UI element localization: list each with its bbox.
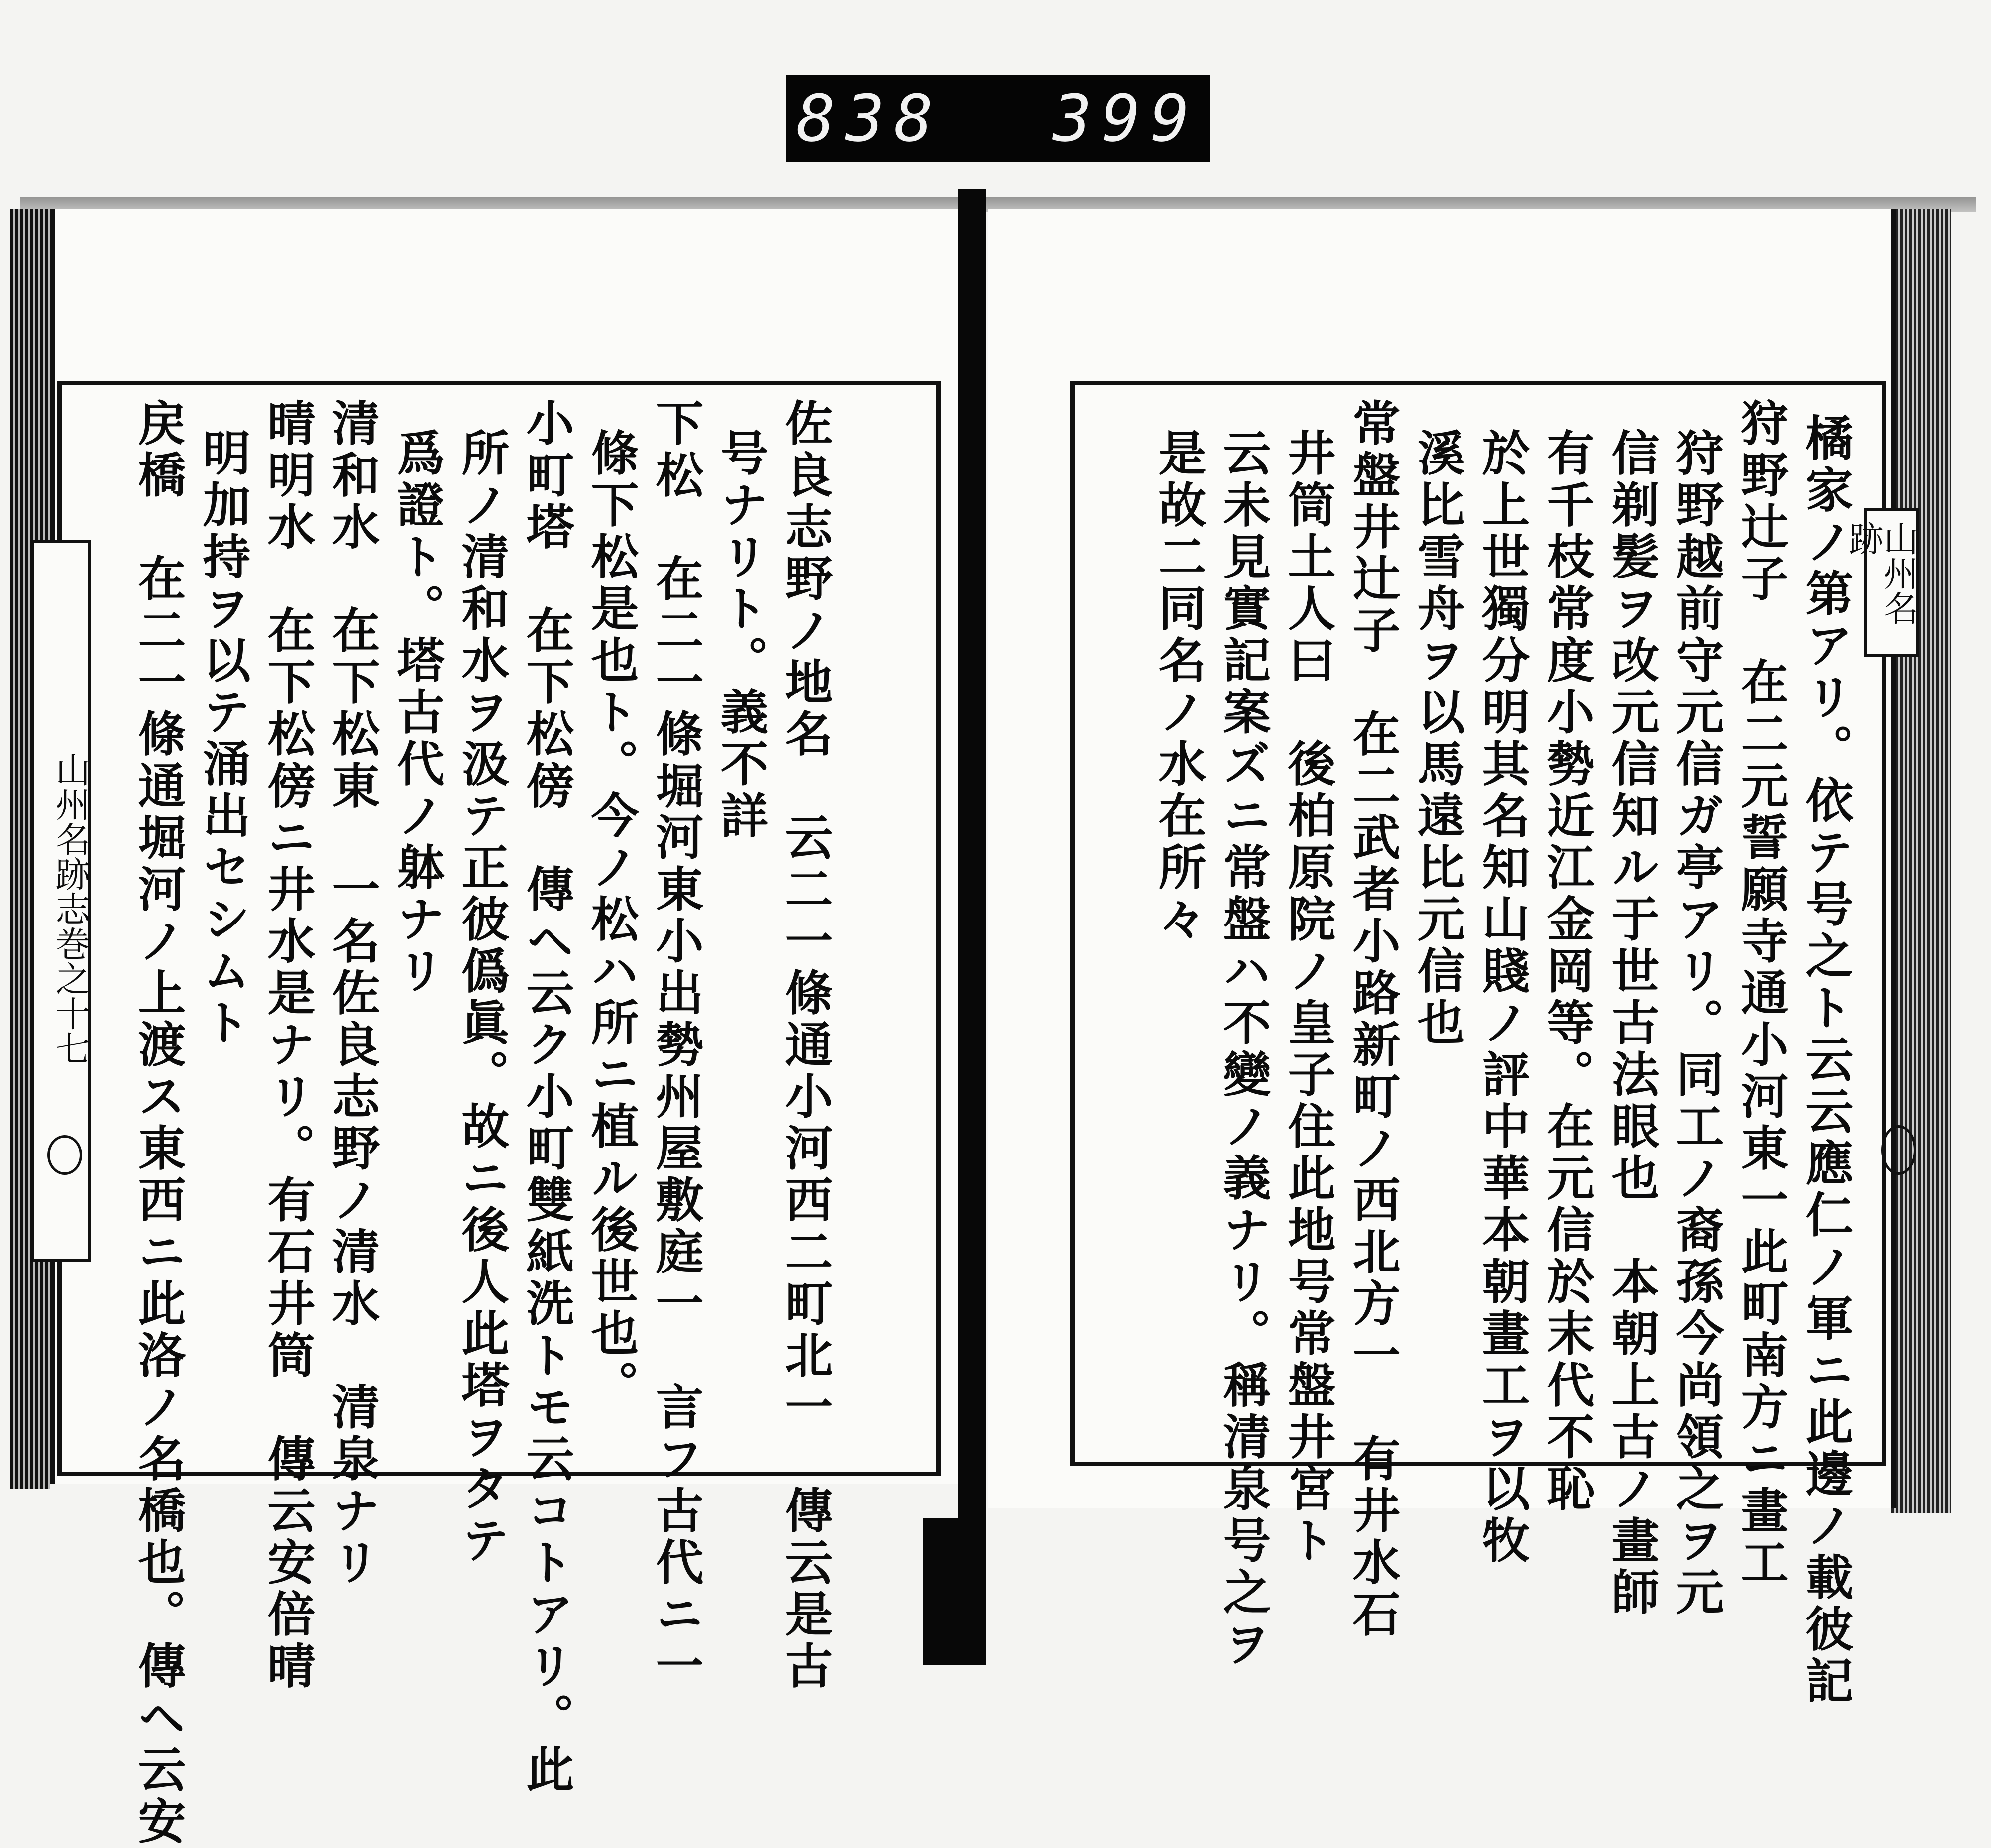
left-col-10: 明加持ヲ以テ涌出セシムト: [195, 428, 251, 1049]
right-col-7: 溪比雪舟ヲ以馬遠比元信也: [1410, 428, 1466, 1049]
left-col-2: 号ナリト。義不詳: [713, 428, 769, 842]
left-col-7: 爲證ト。塔古代ノ躰ナリ: [389, 428, 445, 998]
spine-tab: [923, 1518, 986, 1665]
book-spine: [958, 189, 986, 1533]
left-col-11: 戻橋 在二一條通堀河ノ上渡ス東西ニ此洛ノ名橋也。傳ヘ云安: [130, 398, 187, 1848]
right-col-10: 云未見實記案ズニ常盤ハ不變ノ義ナリ。稱清泉号之ヲ: [1216, 428, 1272, 1671]
folio-mark-right: [1881, 1125, 1916, 1175]
right-col-3: 狩野越前守元信ガ亭アリ。同工ノ裔孫今尚領之ヲ元: [1668, 428, 1725, 1619]
folio-mark-left: [47, 1135, 82, 1175]
left-col-8: 清和水 在下松東 一名佐良志野ノ清水 清泉ナリ: [325, 398, 381, 1589]
left-col-4: 條下松是也ト。今ノ松ハ所ニ植ル後世也。: [583, 428, 640, 1412]
archive-number-left: 838: [796, 80, 943, 156]
left-col-3: 下松 在二一條堀河東小出勢州屋敷庭一 言フ古代ニ一: [648, 398, 704, 1693]
right-col-6: 於上世獨分明其名知山賤ノ評中華本朝畫工ヲ以牧: [1474, 428, 1531, 1567]
archive-number-label: [786, 75, 1210, 162]
right-col-1: 橘家ノ第アリ。依テ号之ト云云應仁ノ軍ニ此邊ノ載彼記: [1798, 413, 1854, 1708]
left-col-5: 小町塔 在下松傍 傳ヘ云ク小町雙紙洗トモ云コトアリ。此: [519, 398, 575, 1796]
right-page-stack: [1891, 209, 1951, 1513]
right-margin-title: 山州名跡: [1864, 508, 1919, 657]
right-col-8: 常盤井辻子 在二武者小路新町ノ西北方一 有井水石: [1345, 398, 1401, 1641]
right-col-5: 有千枝常度小勢近江金岡等。在元信於末代不恥: [1539, 428, 1595, 1515]
right-col-9: 井筒土人曰 後柏原院ノ皇子住此地号常盤井宮ト: [1280, 428, 1336, 1567]
right-col-11: 是故二同名ノ水在所々: [1151, 428, 1207, 946]
archive-number-right: 399: [1053, 80, 1200, 156]
left-margin-title: 山州名跡志巻之十七: [31, 540, 91, 1262]
left-col-6: 所ノ清和水ヲ汲テ正彼僞眞。故ニ後人此塔ヲタテ: [454, 428, 510, 1567]
right-col-2: 狩野辻子 在二元誓願寺通小河東一此町南方ニ畫工: [1733, 398, 1789, 1589]
left-col-9: 晴明水 在下松傍ニ井水是ナリ。有石井筒 傳云安倍晴: [260, 398, 316, 1693]
right-col-4: 信剃髪ヲ改元信知ル于世古法眼也 本朝上古ノ畫師: [1604, 428, 1660, 1619]
left-col-1: 佐良志野ノ地名 云二一條通小河西二町北一 傳云是古: [777, 398, 834, 1693]
